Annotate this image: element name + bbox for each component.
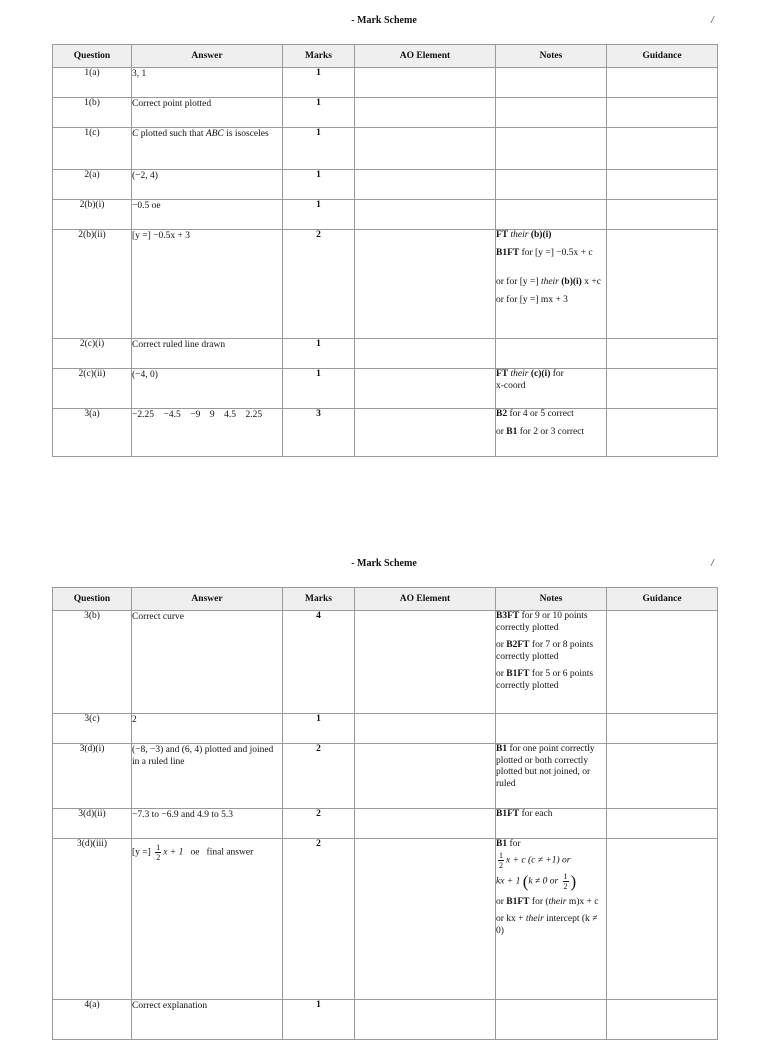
notes-cell (496, 409, 607, 457)
table-row (53, 369, 718, 409)
notes-cell (496, 744, 607, 809)
fraction-denominator: 2 (563, 881, 568, 891)
note-text: x + c (c ≠ +1) or (506, 855, 571, 866)
table-row (53, 409, 718, 457)
ao-element-cell (355, 128, 496, 170)
marks-cell: 2 (283, 744, 355, 809)
guidance-cell (607, 809, 718, 839)
note-line (496, 809, 606, 821)
col-header-answer: Answer (132, 588, 283, 611)
answer-cell (132, 839, 283, 1000)
note-bold: B3FT (496, 611, 520, 621)
table-row (53, 839, 718, 1000)
col-header-guidance: Guidance (607, 588, 718, 611)
fraction (563, 872, 569, 891)
note-line: or for [y =] mx + 3 (496, 294, 568, 305)
note-line (496, 277, 606, 289)
note-line (496, 914, 606, 937)
note-text: or (496, 896, 507, 907)
answer-cell: Correct ruled line drawn (132, 339, 283, 369)
question-cell: 1(a) (53, 68, 132, 98)
note-bold: B1 (496, 839, 508, 849)
note-bold: B1FT (506, 896, 530, 907)
answer-cell: Correct point plotted (132, 98, 283, 128)
answer-cell: −0.5 oe (132, 200, 283, 230)
marks-cell: 2 (283, 839, 355, 1000)
note-text: x +c (581, 277, 601, 287)
table-row (53, 809, 718, 839)
fraction-numerator: 1 (563, 871, 568, 881)
col-header-notes: Notes (496, 45, 607, 68)
notes-cell (496, 230, 607, 339)
guidance-cell (607, 339, 718, 369)
answer-cell (132, 128, 283, 170)
table-header-row (53, 45, 718, 68)
note-italic: their (548, 896, 567, 907)
note-bold: B1FT (506, 669, 530, 679)
note-text: or (496, 669, 507, 679)
answer-cell: 2 (132, 714, 283, 744)
ao-element-cell (355, 839, 496, 1000)
note-text: or (496, 426, 507, 437)
notes-cell (496, 98, 607, 128)
marks-cell: 1 (283, 200, 355, 230)
answer-cell: (−8, −3) and (6, 4) plotted and joined in a ruled line (132, 744, 283, 809)
notes-cell (496, 1000, 607, 1040)
ao-element-cell (355, 744, 496, 809)
note-text: for each (519, 809, 553, 819)
notes-cell (496, 200, 607, 230)
note-italic: their (540, 277, 559, 287)
note-bold: B1FT (496, 247, 520, 258)
note-bold: B2FT (506, 640, 530, 650)
ao-element-cell (355, 200, 496, 230)
ao-element-cell (355, 809, 496, 839)
note-line (496, 248, 606, 260)
note-line (496, 669, 606, 692)
note-text: intercept (k ≠ 0) (496, 914, 598, 936)
note-text: for 7 or 8 points correctly plotted (496, 640, 594, 662)
fraction (498, 851, 504, 870)
header-title: - Mark Scheme (351, 558, 417, 569)
answer-cell: −7.3 to −6.9 and 4.9 to 5.3 (132, 809, 283, 839)
answer-text: plotted such that (138, 129, 206, 139)
note-bold: B2 (496, 409, 508, 419)
note-text: m)x + c (566, 896, 599, 907)
note-bold: B1FT (496, 809, 520, 819)
col-header-answer: Answer (132, 45, 283, 68)
note-bold: (c)(i) (530, 369, 551, 379)
page-header-1 (0, 15, 768, 31)
col-header-guidance: Guidance (607, 45, 718, 68)
guidance-cell (607, 369, 718, 409)
note-text: or for [y =] (496, 277, 541, 287)
guidance-cell (607, 744, 718, 809)
table-row (53, 98, 718, 128)
ao-element-cell (355, 409, 496, 457)
table-row (53, 1000, 718, 1040)
ao-element-cell (355, 369, 496, 409)
fraction-denominator: 2 (156, 853, 161, 862)
note-italic: their (508, 369, 531, 379)
guidance-cell (607, 714, 718, 744)
question-cell: 2(c)(i) (53, 339, 132, 369)
table-row (53, 744, 718, 809)
note-line (496, 230, 606, 242)
marks-cell: 1 (283, 68, 355, 98)
marks-cell: 1 (283, 1000, 355, 1040)
marks-cell: 1 (283, 98, 355, 128)
note-bold: FT (496, 230, 509, 240)
table-row (53, 170, 718, 200)
question-cell: 3(d)(ii) (53, 809, 132, 839)
note-line (496, 427, 606, 439)
answer-text: oe (190, 847, 200, 858)
note-text: for 4 or 5 correct (507, 409, 574, 419)
mark-scheme-table-1 (52, 44, 718, 457)
note-line (496, 897, 606, 909)
notes-cell (496, 369, 607, 409)
answer-cell: (−2, 4) (132, 170, 283, 200)
col-header-question: Question (53, 45, 132, 68)
answer-italic: ABC (205, 129, 224, 139)
note-line (496, 839, 606, 851)
guidance-cell (607, 409, 718, 457)
answer-italic: C (132, 129, 139, 139)
answer-cell: 3, 1 (132, 68, 283, 98)
note-line (496, 640, 606, 663)
ao-element-cell (355, 339, 496, 369)
marks-cell: 1 (283, 369, 355, 409)
note-line (496, 409, 606, 421)
question-cell: 4(a) (53, 1000, 132, 1040)
marks-cell: 1 (283, 128, 355, 170)
note-text: or (496, 640, 507, 650)
guidance-cell (607, 128, 718, 170)
ao-element-cell (355, 611, 496, 714)
notes-cell (496, 339, 607, 369)
question-cell: 3(d)(i) (53, 744, 132, 809)
question-cell: 3(d)(iii) (53, 839, 132, 1000)
ao-element-cell (355, 98, 496, 128)
page-header-2 (0, 558, 768, 574)
table-row (53, 128, 718, 170)
question-cell: 3(a) (53, 409, 132, 457)
fraction (155, 843, 161, 862)
note-text: k ≠ 0 or (528, 876, 561, 887)
notes-cell (496, 714, 607, 744)
col-header-ao-element: AO Element (355, 588, 496, 611)
note-text: kx + 1 (496, 876, 523, 887)
note-italic: their (525, 914, 544, 924)
question-cell: 2(a) (53, 170, 132, 200)
table-row (53, 339, 718, 369)
ao-element-cell (355, 714, 496, 744)
page-number-mark: / (711, 15, 714, 26)
marks-cell: 2 (283, 230, 355, 339)
ao-element-cell (355, 1000, 496, 1040)
col-header-ao-element: AO Element (355, 45, 496, 68)
notes-cell (496, 128, 607, 170)
note-bold: FT (496, 369, 509, 379)
ao-element-cell (355, 68, 496, 98)
col-header-question: Question (53, 588, 132, 611)
question-cell: 2(b)(ii) (53, 230, 132, 339)
note-text: for ( (529, 896, 549, 907)
note-bold: (b)(i) (558, 277, 582, 287)
notes-cell (496, 839, 607, 1000)
guidance-cell (607, 200, 718, 230)
note-line (496, 369, 606, 392)
note-text: for one point correctly plotted or both correctly plotted but not joined, or ruled (496, 744, 595, 789)
note-text: for (550, 369, 564, 379)
question-cell: 2(c)(ii) (53, 369, 132, 409)
answer-text: final answer (206, 847, 254, 858)
note-text: or kx + (496, 914, 526, 924)
notes-cell (496, 68, 607, 98)
marks-cell: 1 (283, 170, 355, 200)
notes-cell (496, 611, 607, 714)
guidance-cell (607, 230, 718, 339)
left-paren: ( (522, 871, 529, 891)
guidance-cell (607, 611, 718, 714)
note-bold: (b)(i) (530, 230, 552, 240)
col-header-marks: Marks (283, 588, 355, 611)
note-text: x-coord (496, 380, 526, 391)
fraction-numerator: 1 (156, 843, 161, 852)
table-row (53, 200, 718, 230)
answer-text: x + 1 (163, 847, 184, 858)
fraction-numerator: 1 (499, 850, 503, 860)
note-bold: B1 (506, 426, 518, 437)
marks-cell: 2 (283, 809, 355, 839)
note-line (496, 744, 606, 790)
col-header-notes: Notes (496, 588, 607, 611)
guidance-cell (607, 1000, 718, 1040)
answer-cell: Correct explanation (132, 1000, 283, 1040)
header-title: - Mark Scheme (351, 15, 417, 26)
question-cell: 3(c) (53, 714, 132, 744)
table-header-row (53, 588, 718, 611)
fraction-denominator: 2 (499, 860, 503, 870)
notes-cell (496, 809, 607, 839)
table-row (53, 611, 718, 714)
answer-cell: Correct curve (132, 611, 283, 714)
mark-scheme-table-2 (52, 587, 718, 1040)
question-cell: 1(c) (53, 128, 132, 170)
note-text: for [y =] −0.5x + c (519, 247, 593, 258)
answer-cell: −2.25 −4.5 −9 9 4.5 2.25 (132, 409, 283, 457)
answer-text: [y =] (132, 847, 154, 858)
answer-text: is isosceles (223, 129, 269, 139)
note-text: for 2 or 3 correct (517, 426, 585, 437)
ao-element-cell (355, 230, 496, 339)
col-header-marks: Marks (283, 45, 355, 68)
question-cell: 1(b) (53, 98, 132, 128)
page-number-mark: / (711, 558, 714, 569)
ao-element-cell (355, 170, 496, 200)
marks-cell: 3 (283, 409, 355, 457)
note-italic: their (508, 230, 531, 240)
question-cell: 2(b)(i) (53, 200, 132, 230)
right-paren: ) (570, 871, 577, 891)
guidance-cell (607, 98, 718, 128)
answer-cell: (−4, 0) (132, 369, 283, 409)
note-line (496, 851, 606, 870)
table-row (53, 714, 718, 744)
notes-cell (496, 170, 607, 200)
question-cell: 3(b) (53, 611, 132, 714)
note-line (496, 611, 606, 634)
marks-cell: 1 (283, 714, 355, 744)
note-text: for (507, 839, 521, 849)
guidance-cell (607, 68, 718, 98)
table-row (53, 68, 718, 98)
marks-cell: 4 (283, 611, 355, 714)
table-row (53, 230, 718, 339)
note-bold: B1 (496, 744, 508, 754)
guidance-cell (607, 839, 718, 1000)
note-line (496, 872, 606, 891)
note-text: for 9 or 10 points correctly plotted (496, 611, 588, 633)
answer-cell: [y =] −0.5x + 3 (132, 230, 283, 339)
guidance-cell (607, 170, 718, 200)
note-text: for 5 or 6 points correctly plotted (496, 669, 594, 691)
marks-cell: 1 (283, 339, 355, 369)
